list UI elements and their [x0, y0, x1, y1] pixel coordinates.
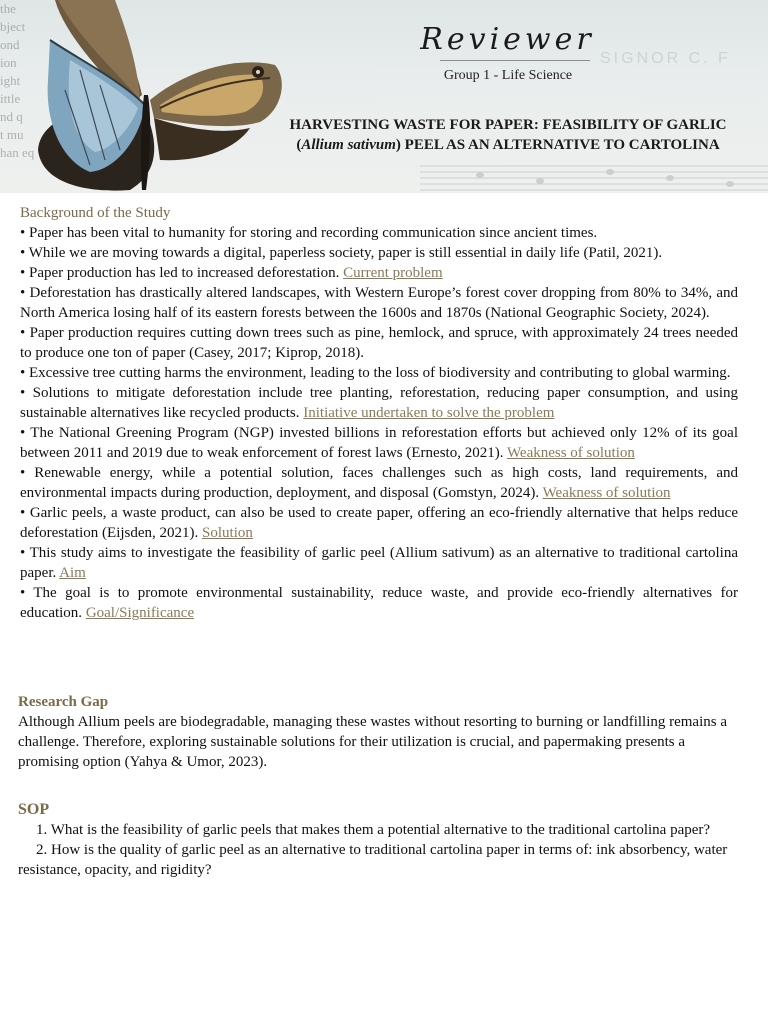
bullet-item: • Garlic peels, a waste product, can also be used to create paper, offering an eco-friendly alternative that helps reduce deforestation (Eijsden, 2021). Solution	[20, 505, 738, 541]
research-gap-section	[18, 692, 734, 772]
annotation-current-problem[interactable]: Current problem	[343, 265, 443, 281]
bullet-item: • Paper production has led to increased deforestation. Current problem	[20, 265, 443, 281]
background-script-text: the bject ond ion ight ittle nd q t mu han eq	[0, 1, 35, 160]
header-banner	[0, 0, 768, 193]
bullet-item: • While we are moving towards a digital, paperless society, paper is still essential in daily life (Patil, 2021).	[20, 245, 663, 261]
annotation-solution[interactable]: Solution	[202, 525, 253, 541]
title-line-1: HARVESTING WASTE FOR PAPER: FEASIBILITY OF GARLIC	[289, 117, 727, 133]
title-line-2: (Allium sativum) PEEL AS AN ALTERNATIVE TO CARTOLINA	[296, 137, 720, 153]
research-gap-text: Although Allium peels are biodegradable, managing these wastes without resorting to burning or landfilling remains a challenge. Therefore, exploring sustainable solutions for their utilization is crucial, and papermaking presents a promising option (Yahya & Umor, 2023).	[18, 714, 728, 770]
background-heading: Background of the Study	[20, 205, 171, 221]
sop-heading: SOP	[18, 801, 50, 818]
bullet-item: • Paper production requires cutting down trees such as pine, hemlock, and spruce, with approximately 24 trees needed to produce one ton of paper (Casey, 2017; Kiprop, 2018).	[20, 325, 738, 361]
sop-item: 1. What is the feasibility of garlic peels that makes them a potential alternative to the traditional cartolina paper?	[36, 822, 711, 838]
annotation-weakness-of-solution[interactable]: Weakness of solution	[542, 485, 671, 501]
annotation-weakness-of-solution[interactable]: Weakness of solution	[506, 445, 635, 461]
bullet-item: • Paper has been vital to humanity for storing and recording communication since ancient times.	[20, 225, 598, 241]
bullet-item: • Renewable energy, while a potential solution, faces challenges such as high costs, land requirements, and environmental impacts during production, deployment, and disposal (Gomstyn, 2024). Weakness of solution	[20, 465, 738, 501]
sop-section	[18, 800, 734, 880]
annotation-aim[interactable]: Aim	[59, 565, 86, 581]
bullet-item: • Deforestation has drastically altered landscapes, with Western Europe’s forest cover dropping from 80% to 34%, and North America losing half of its eastern forests between the 1600s and 1870s (National Geographic Society, 2024).	[20, 285, 738, 321]
title-flourish	[440, 60, 590, 61]
bullet-item: • The National Greening Program (NGP) invested billions in reforestation efforts but achieved only 12% of its goal between 2011 and 2019 due to weak enforcement of forest laws (Ernesto, 2021). Weakness of solution	[20, 425, 738, 461]
bullet-item: • This study aims to investigate the feasibility of garlic peel (Allium sativum) as an alternative to traditional cartolina paper. Aim	[20, 545, 738, 581]
annotation-goal-significance[interactable]: Goal/Significance	[85, 605, 195, 621]
bullet-item: • Excessive tree cutting harms the environment, leading to the loss of biodiversity and contributing to global warming.	[20, 365, 731, 381]
butterfly-illustration	[20, 0, 290, 193]
reviewer-script-title: Reviewer	[420, 22, 595, 57]
annotation-initiative[interactable]: Initiative undertaken to solve the problem	[303, 405, 555, 421]
sheet-music-decoration	[420, 160, 768, 193]
group-label: Group 1 - Life Science	[443, 68, 573, 83]
background-section	[20, 203, 738, 623]
research-gap-heading: Research Gap	[18, 694, 109, 710]
sop-item: 2. How is the quality of garlic peel as an alternative to traditional cartolina paper in terms of: ink absorbency, water resistance, opacity, and rigidity?	[18, 842, 728, 878]
bullet-item: • The goal is to promote environmental sustainability, reduce waste, and provide eco-friendly alternatives for education. Goal/Significance	[20, 585, 738, 621]
postage-stamp-text: SIGNOR C. F	[600, 50, 731, 67]
background-bullet-list	[20, 223, 738, 623]
scientific-name: Allium sativum	[301, 137, 396, 153]
document-title	[268, 115, 748, 155]
bullet-item: • Solutions to mitigate deforestation include tree planting, reforestation, reducing paper consumption, and using sustainable alternatives like recycled products. Initiative undertaken to solve the problem	[20, 385, 738, 421]
